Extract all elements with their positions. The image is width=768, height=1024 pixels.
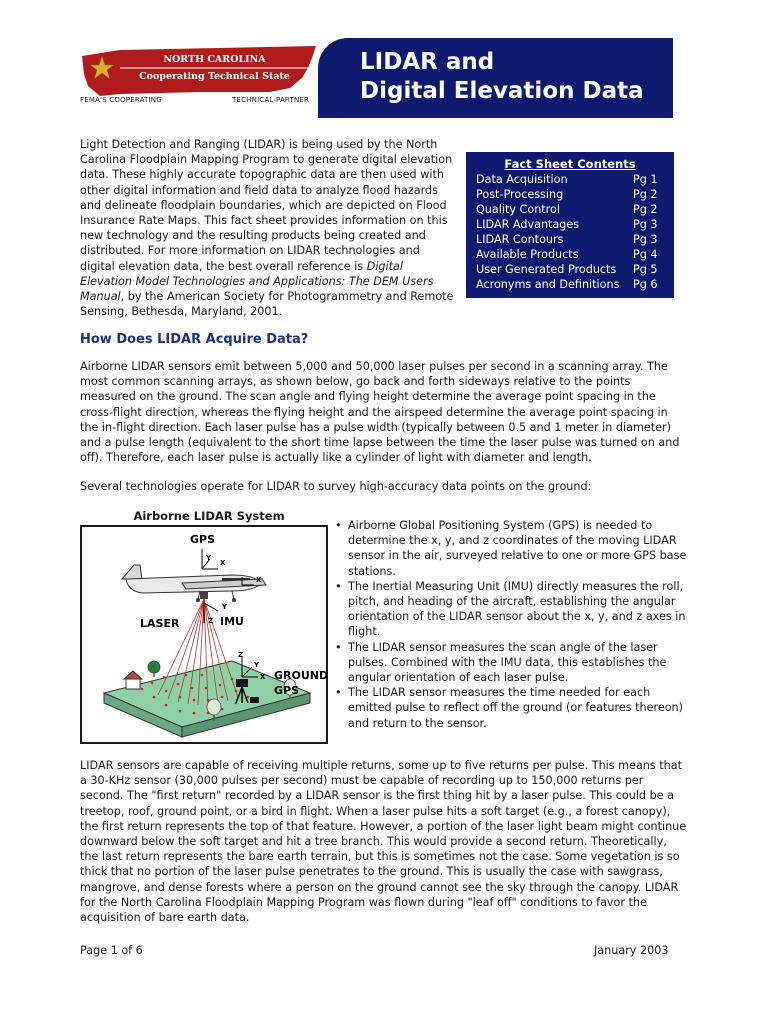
toc-item-page: Pg 2 [633,188,658,201]
toc-item-label: Quality Control [476,203,560,216]
lidar-system-figure [80,525,328,744]
toc-item-label: LIDAR Contours [476,233,564,246]
ground-label: GROUND [274,669,326,682]
toc-item-page: Pg 6 [633,278,658,291]
body-paragraph-3: LIDAR sensors are capable of receiving multiple returns, some up to five returns per pulse. This means that a 30-KHz sensor (30,000 pulses per second) must be capable of recording up to 150,000 returns per second. The "first return" recorded by a LIDAR sensor is the first thing hit by a laser pulse. This could be a treetop, roof, ground point, or a bird in flight. When a laser pulse hits a soft target (e.g., a forest canopy), the first return represents the top of that feature. However, a portion of the laser light beam might continue downward below the soft target and hit a tree branch. This would provide a second return. Theoretically, the last return represents the bare earth terrain, but this is sometimes not the case. Some vegetation is so thick that no portion of the laser pulse penetrates to the ground. This is usually the case with sawgrass, mangrove, and dense forests where a person on the ground cannot see the sky through the canopy. LIDAR for the North Carolina Floodplain Mapping Program was flown during "leaf off" conditions to favor the acquisition of bare earth data. [80,759,687,925]
toc-item-label: Post-Processing [476,188,564,201]
intro-paragraph [80,137,455,319]
list-item: • Airborne Global Positioning System (GPS) is needed to determine the x, y, and z coordinates of the moving LIDAR sensor in the air, surveyed relative to one or more GPS base stations. [335,518,690,579]
house-icon [124,671,142,689]
axis-x-label: X [220,559,226,567]
intro-reference-title: Digital Elevation Model Technologies and Applications: The DEM Users Manual [80,259,434,304]
fact-sheet-contents [466,152,674,298]
list-item: • The LIDAR sensor measures the scan angle of the laser pulses. Combined with the IMU data, this establishes the angular orientation of each laser pulse. [335,640,690,686]
logo-subtitle: Cooperating Technical State [139,71,290,82]
axis-x-label: X [260,673,266,681]
nc-cts-logo [80,38,318,106]
gps-label: GPS [190,533,216,546]
ground-gps-label: GPS [274,684,300,697]
page-number: Page 1 of 6 [80,944,143,957]
laser-label: LASER [140,617,180,630]
body-paragraph-1: Airborne LIDAR sensors emit between 5,000 and 50,000 laser pulses per second in a scanning array. The most common scanning arrays, as shown below, go back and forth sideways relative to the points measured on the ground. The scan angle and flying height determine the average point spacing in the cross-flight direction, whereas the flying height and the airspeed determine the average point spacing in the in-flight direction. Each laser pulse has a pulse width (typically between 0.5 and 1 meter in diameter) and a pulse length (equivalent to the short time lapse between the time the laser pulse was turned on and off). Therefore, each laser pulse is actually like a cylinder of light with diameter and length. [80,360,680,465]
axis-y-label: Y [222,603,228,611]
toc-item-page: Pg 2 [633,203,658,216]
list-item: • The LIDAR sensor measures the time needed for each emitted pulse to reflect off the ground (or features thereon) and return to the sensor. [335,685,690,731]
toc-item-label: LIDAR Advantages [476,218,580,231]
figure-title: Airborne LIDAR System [133,509,285,523]
toc-item-page: Pg 3 [633,218,658,231]
toc-item-page: Pg 4 [633,248,658,261]
list-item: • The Inertial Measuring Unit (IMU) directly measures the roll, pitch, and heading of the aircraft, establishing the angular orientation of the LIDAR sensor about the x, y, and z axes in flight. [335,579,690,640]
page-title [360,48,644,106]
intro-text-after: , by the American Society for Photogrammetry and Remote Sensing, Bethesda, Maryland, 2001. [80,290,454,319]
logo-left-caption: FEMA'S COOPERATING [80,96,162,104]
axis-z-label: Z [238,651,244,659]
toc-title: Fact Sheet Contents [504,157,636,171]
title-banner [318,38,673,118]
axis-y-label: Y [254,661,260,669]
title-line-2: Digital Elevation Data [360,78,644,104]
toc-item-label: Acronyms and Definitions [476,278,620,291]
tree-icon [148,661,160,677]
logo-right-caption: TECHNICAL PARTNER [232,96,310,104]
toc-item-page: Pg 1 [633,173,658,186]
toc-item-page: Pg 5 [633,263,658,276]
imu-label: IMU [220,615,244,628]
toc-item-label: Available Products [476,248,579,261]
toc-item-label: Data Acquisition [476,173,568,186]
axis-y-label: Y [206,554,212,562]
title-line-1: LIDAR and [360,49,495,75]
axis-x-label: X [256,576,262,584]
airplane-icon [122,565,266,602]
publication-date: January 2003 [594,944,669,957]
section-heading: How Does LIDAR Acquire Data? [80,332,309,347]
toc-item-page: Pg 3 [633,233,658,246]
lidar-diagram-illustration [82,527,326,742]
lidar-technology-list [335,518,690,731]
toc-item-label: User Generated Products [476,263,617,276]
logo-state-name: NORTH CAROLINA [163,54,266,65]
intro-text-before: Light Detection and Ranging (LIDAR) is being used by the North Carolina Floodplain Mapping Program to generate digital elevation data. These highly accurate topographic data are then used with other digital information and field data to analyze flood hazards and delineate floodplain boundaries, which are depicted on Flood Insurance Rate Maps. This fact sheet provides information on this new technology and the resulting products being created and distributed. For more information on LIDAR technologies and digital elevation data, the best overall reference is [80,138,453,273]
body-paragraph-2: Several technologies operate for LIDAR to survey high-accuracy data points on the ground: [80,480,592,493]
axis-z-label: Z [208,617,214,625]
